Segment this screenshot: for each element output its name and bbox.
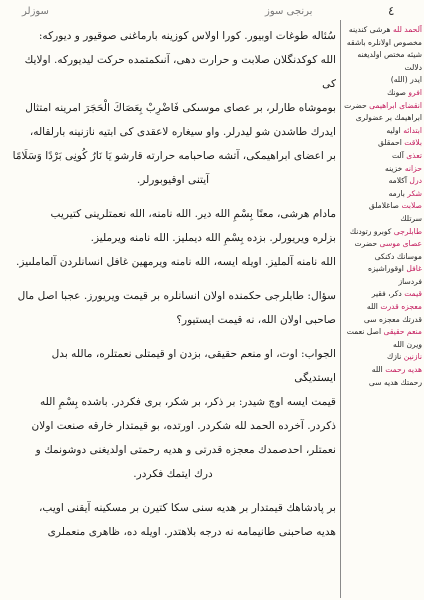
- text-line: بوموشاه طارلر، بر عصاى موسىكى فَاضْرِبْ بِعَصَاكَ الْحَجَرَ امرينه امتثال: [25, 102, 336, 114]
- glossary-column: [344, 24, 422, 598]
- glossary-term: غافل: [406, 264, 422, 274]
- text-line: بر اعضاى ابراهيمكى، آتشه صاحبامه حرارته قارشو يَا نَارُ كُونِى بَرْدًا وَسَلَامًا: [12, 150, 336, 162]
- glossary-term: هديه رحمت: [385, 365, 422, 375]
- glossary-meaning: حضرت: [344, 100, 367, 110]
- question-line: سؤال: طابلرجى حكمنده اولان انسانلره بر قيمت ويريورز. عجبا اصل مال: [17, 290, 336, 302]
- glossary-meaning: سرتلك: [400, 213, 422, 223]
- glossary-entry: [344, 24, 422, 37]
- glossary-entry: [344, 200, 422, 213]
- glossary-term: درل: [409, 176, 422, 186]
- answer-line: نعمتلر، احدصمدك معجزه قدرتى و هديه رحمتى اولديغنى دوشونمك و: [35, 444, 336, 456]
- glossary-entry: [344, 125, 422, 138]
- glossary-meaning: اصل نعمت: [346, 327, 382, 337]
- glossary-entry: [344, 226, 422, 239]
- glossary-entry: [344, 37, 422, 50]
- text-line: سُئاله طوغات اوبيور. كورا اولاس كوزينه بارماغنى صوقيور و ديوركه:: [38, 30, 336, 42]
- page-header: [0, 4, 424, 22]
- glossary-meaning: اوقوراشيزه: [367, 264, 404, 274]
- answer-line: الجواب: اوت، او منعم حقيقى، بزدن او قيمتلى نعمتلره، مالله بدل ايستديگى: [51, 348, 336, 384]
- glossary-meaning: احمقلق: [377, 138, 402, 148]
- glossary-meaning: موسانك دكنكى: [374, 251, 422, 261]
- glossary-entry: [344, 112, 422, 125]
- glossary-term: حزانه: [404, 163, 422, 173]
- glossary-entry: [344, 301, 422, 314]
- main-text-column: [10, 24, 336, 598]
- glossary-meaning: حضرت: [354, 239, 378, 249]
- glossary-entry: [344, 87, 422, 100]
- text-line: مادام هرشى، معنًا بِسْمِ الله دير. الله نامنه، الله نعمتلرينى كتيريب: [50, 208, 336, 220]
- glossary-meaning: فردساز: [398, 276, 422, 286]
- text-line: آيتنى اوقيوبورلر.: [136, 174, 210, 186]
- glossary-entry: [344, 163, 422, 176]
- text-line: بزلره ويريورلر. بزده بِسْمِ الله ديمليز. الله نامنه ويرمليز.: [90, 232, 336, 244]
- glossary-meaning: نازك: [386, 352, 402, 362]
- glossary-meaning: شيئه مختص اولديغنه دلالت: [357, 50, 422, 72]
- glossary-meaning: اوليه: [386, 125, 401, 135]
- glossary-entry: [344, 276, 422, 289]
- glossary-term: بلاقت: [404, 138, 422, 148]
- glossary-meaning: هرشى كندينه: [348, 25, 391, 34]
- glossary-entry: [344, 364, 422, 377]
- text-line: هديه صاحبنى طانيمامه نه درجه بلاهتدر. اويله ده، ظاهرى منعملرى: [47, 526, 336, 538]
- glossary-meaning: كوبرو رتودنك: [349, 226, 392, 236]
- text-line: ايدرك طاشدن شو ليدرلر. واو سيغاره لاعقدى كى ابتيه نازنينه بارلقاله،: [29, 126, 336, 138]
- text-line: بر پادشاهك قيمتدار بر هديه سنى سكا كتيرن بر مسكينه آيقنى اويب،: [39, 502, 336, 514]
- glossary-meaning: صاغلاملق: [368, 201, 400, 211]
- answer-line: ذكردر. آخرده الحمد لله شكردر. اورتده، بو قيمتدار خارقه صنعت اولان: [31, 420, 336, 432]
- glossary-entry: [344, 263, 422, 276]
- glossary-meaning: خزينه: [385, 163, 403, 173]
- glossary-meaning: ايدر (الله): [390, 75, 422, 85]
- glossary-meaning: قدرتك معجزه سى: [363, 314, 422, 324]
- glossary-meaning: دكر، فقير: [371, 289, 402, 299]
- glossary-term: منعم حقيقى: [383, 327, 422, 337]
- glossary-term: صلابت: [401, 201, 422, 211]
- glossary-entry: [344, 238, 422, 251]
- glossary-meaning: ويرن الله: [393, 339, 422, 349]
- question-line: صاحبى اولان الله، نه قيمت ايستيور؟: [176, 314, 336, 326]
- glossary-meaning: الله: [371, 365, 383, 375]
- text-line: الله كوكدنگلان صلابت و حرارت دهى، آنىكمتمده حركت ليديوركه. اولايك كى: [24, 54, 336, 90]
- glossary-entry: [344, 314, 422, 327]
- glossary-entry: [344, 213, 422, 226]
- glossary-term: شكر: [407, 188, 422, 198]
- glossary-term: طابلرجى: [393, 226, 422, 236]
- glossary-meaning: الله: [366, 302, 378, 312]
- glossary-entry: [344, 74, 422, 87]
- glossary-entry: [344, 150, 422, 163]
- glossary-entry: [344, 175, 422, 188]
- glossary-term: معجزه قدرت: [380, 302, 422, 312]
- glossary-meaning: ابراهيمك بر عضولرى: [355, 113, 422, 123]
- glossary-meaning: رحمتك هديه سى: [368, 377, 422, 387]
- glossary-term: افرو: [408, 87, 422, 97]
- answer-line: درك ايتمك فكردر.: [133, 468, 213, 480]
- glossary-entry: [344, 288, 422, 301]
- glossary-meaning: صونك: [387, 87, 406, 97]
- glossary-entry: [344, 351, 422, 364]
- text-line: الله نامنه آلمليز. اويله ايسه، الله نامنه ويرمهين غافل انسانلردن آلماملىيز.: [16, 256, 336, 268]
- glossary-term: تعذى: [406, 150, 422, 160]
- glossary-entry: [344, 100, 422, 113]
- header-book-title: سوزلر: [22, 6, 49, 17]
- header-chapter-title: برنجی سوز: [265, 6, 313, 17]
- glossary-entry: [344, 49, 422, 74]
- glossary-entry: [344, 137, 422, 150]
- glossary-entry: [344, 339, 422, 352]
- glossary-meaning: آكلامه: [388, 176, 407, 186]
- glossary-term: عصاى موسى: [379, 239, 422, 249]
- glossary-meaning: مخصوص اولانلره باشقه: [346, 37, 422, 47]
- glossary-entry: [344, 251, 422, 264]
- glossary-term: آلحمد لله: [392, 25, 422, 34]
- glossary-meaning: آلت: [391, 150, 404, 160]
- glossary-entry: [344, 188, 422, 201]
- page-number: ٤: [388, 4, 395, 18]
- glossary-term: انقضاى ابراهيمى: [369, 100, 422, 110]
- glossary-term: قيمت: [404, 289, 422, 299]
- glossary-meaning: بارمه: [388, 188, 405, 198]
- glossary-entry: [344, 377, 422, 390]
- glossary-entry: [344, 326, 422, 339]
- glossary-term: ابتدائه: [403, 125, 422, 135]
- column-divider: [340, 20, 341, 598]
- glossary-term: نازنين: [403, 352, 422, 362]
- answer-line: قيمت ايسه اوچ شيدر: بر ذكر، بر شكر، برى فكردر. باشده بِسْمِ الله: [39, 396, 336, 408]
